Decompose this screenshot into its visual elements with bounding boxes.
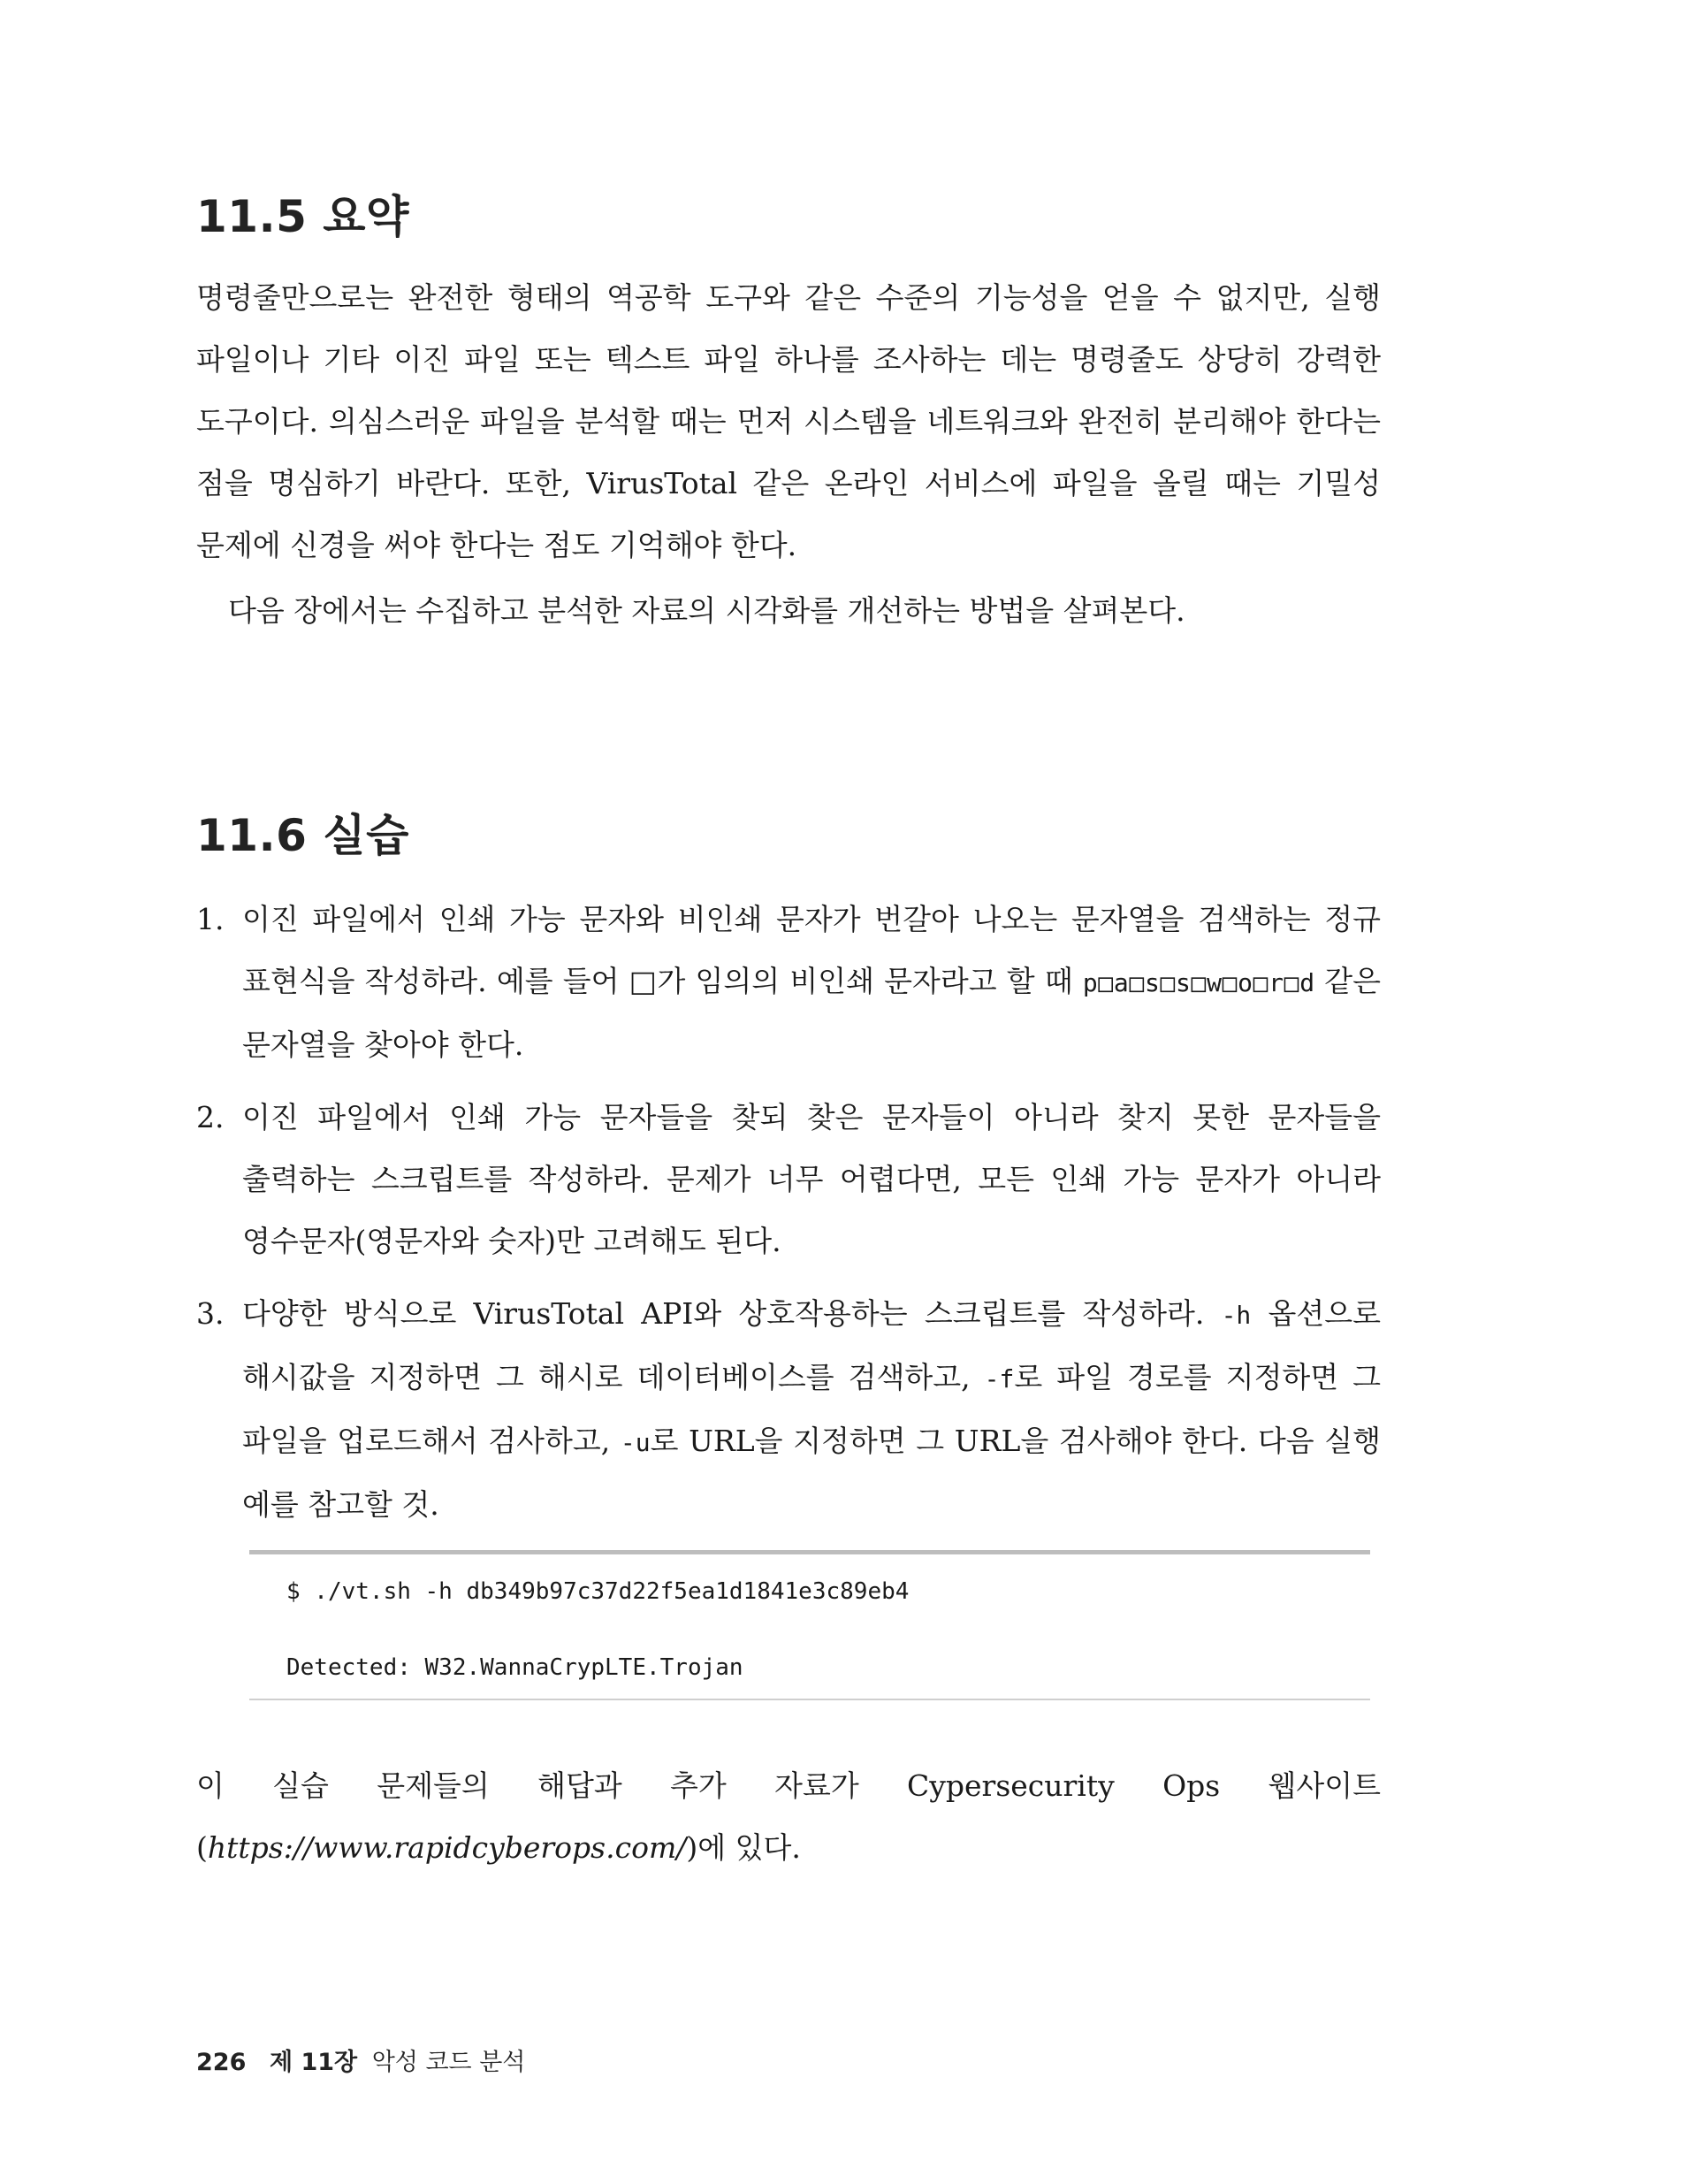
exercise-item-3 [196,1283,1381,1536]
website-link[interactable]: https://www.rapidcyberops.com/ [207,1830,687,1865]
code-line-output: Detected: W32.WannaCrypLTE.Trojan [286,1654,743,1681]
chapter-title: 악성 코드 분석 [371,2049,526,2076]
exercise-text: 로 URL을 지정하면 그 URL을 검사해야 한다. 다음 실행 예를 참고할 것. [242,1424,1381,1522]
closing-text: )에 있다. [686,1830,801,1865]
chapter-label: 제 11장 [269,2049,358,2076]
exercise-text: 같은 문자열을 찾아야 한다. [242,964,1381,1062]
exercise-text: 이진 파일에서 인쇄 가능 문자들을 찾되 찾은 문자들이 아니라 찾지 못한 문자들을 출력하는 스크립트를 작성하라. 문제가 너무 어렵다면, 모든 인쇄 가능 문자가 아니라 영수문자(영문자와 숫자)만 고려해도 된다. [242,1100,1381,1258]
exercise-text: 가 임의의 비인쇄 문자라고 할 때 [657,964,1083,998]
code-example-box [249,1550,1370,1700]
closing-text: 이 실습 문제들의 해답과 추가 자료가 Cypersecurity Ops 웹사이트( [196,1768,1381,1865]
summary-paragraph-2: 다음 장에서는 수집하고 분석한 자료의 시각화를 개선하는 방법을 살펴본다. [228,593,1185,628]
summary-heading: 11.5 요약 [196,191,409,242]
code-line-command: $ ./vt.sh -h db349b97c37d22f5ea1d1841e3c89eb4 [286,1578,910,1605]
placeholder-glyph: □ [629,964,658,998]
exercise-list [196,889,1381,1546]
page-number: 226 [196,2049,247,2076]
exercise-text: 다양한 방식으로 VirusTotal API와 상호작용하는 스크립트를 작성하라. [242,1296,1222,1331]
inline-code: p□a□s□s□w□o□r□d [1082,968,1315,997]
summary-paragraph-1: 명령줄만으로는 완전한 형태의 역공학 도구와 같은 수준의 기능성을 얻을 수 없지만, 실행 파일이나 기타 이진 파일 또는 텍스트 파일 하나를 조사하는 데는 명령줄도 상당히 강력한 도구이다. 의심스러운 파일을 분석할 때는 먼저 시스템을 네트워크와 완전히 분리해야 한다는 점을 명심하기 바란다. 또한, VirusTotal 같은 온라인 서비스에 파일을 올릴 때는 기밀성 문제에 신경을 써야 한다는 점도 기억해야 한다. [196,280,1381,562]
exercise-text: 옵션으로 해시값을 지정하면 그 해시로 데이터베이스를 검색하고, [242,1296,1381,1394]
inline-code: -u [620,1428,651,1457]
exercise-item-1 [196,889,1381,1076]
page-footer [196,2043,525,2077]
exercise-number: 3. [196,1296,225,1331]
exercise-number: 2. [196,1100,225,1134]
inline-code: -h [1221,1301,1252,1330]
exercise-text: 이진 파일에서 인쇄 가능 문자와 비인쇄 문자가 번갈아 나오는 문자열을 검색하는 정규 표현식을 작성하라. 예를 들어 [242,902,1381,998]
exercises-heading: 11.6 실습 [196,810,409,861]
exercise-text: 로 파일 경로를 지정하면 그 파일을 업로드해서 검사하고, [242,1360,1382,1458]
closing-paragraph [196,1755,1381,1879]
exercise-number: 1. [196,902,225,936]
exercise-item-2 [196,1087,1381,1272]
inline-code: -f [984,1364,1015,1394]
